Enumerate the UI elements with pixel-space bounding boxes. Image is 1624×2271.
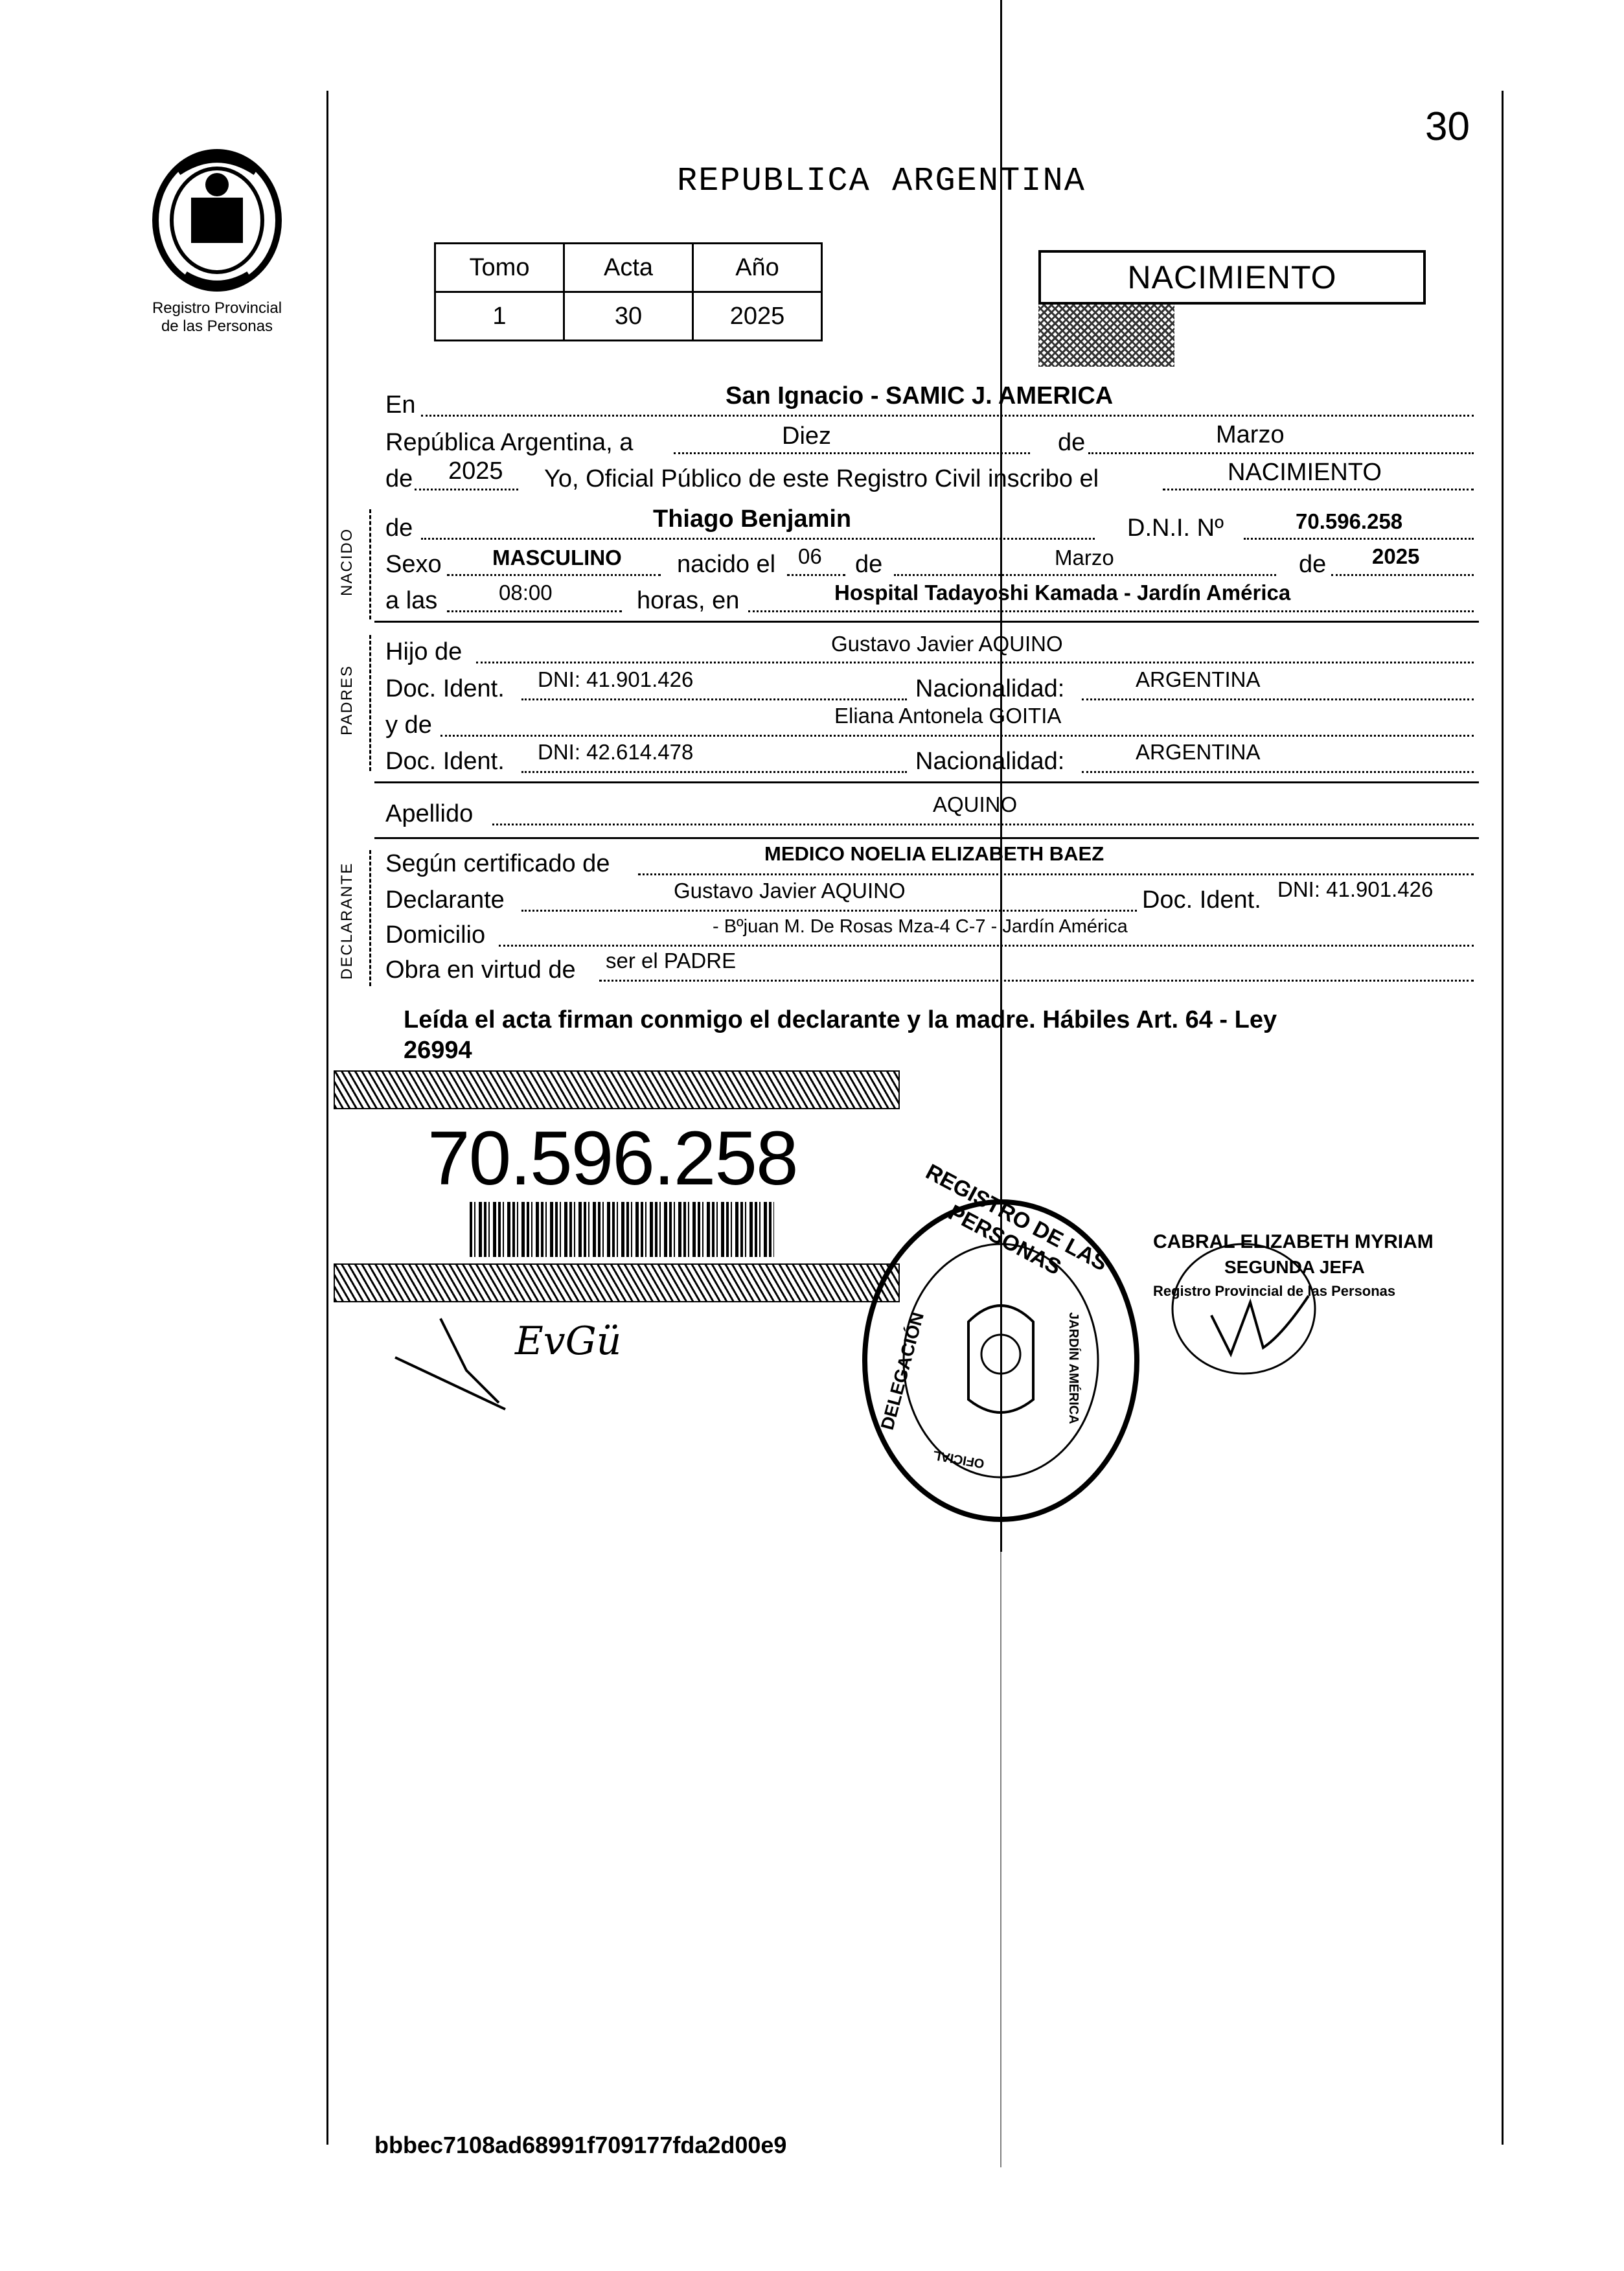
province-logo bbox=[146, 146, 288, 295]
dotted-line bbox=[787, 574, 845, 576]
birth-time: 08:00 bbox=[499, 581, 553, 605]
stamp-right-text: JARDÍN AMÉRICA bbox=[1066, 1312, 1081, 1424]
table-cell: 2025 bbox=[693, 292, 822, 341]
year-value: 2025 bbox=[448, 457, 503, 485]
obra-label: Obra en virtud de bbox=[385, 956, 576, 984]
dotted-line bbox=[521, 910, 1137, 912]
child-dni: 70.596.258 bbox=[1296, 509, 1403, 533]
apellido-value: AQUINO bbox=[933, 792, 1018, 816]
nacionalidad-label: Nacionalidad: bbox=[915, 675, 1065, 702]
dotted-line bbox=[894, 574, 1276, 576]
birth-year: 2025 bbox=[1372, 544, 1420, 568]
dni-label: D.N.I. Nº bbox=[1127, 514, 1224, 542]
sexo-value: MASCULINO bbox=[492, 546, 622, 570]
section-divider bbox=[374, 837, 1479, 839]
mother-signature: EvGü bbox=[515, 1319, 622, 1364]
stamp-bottom-text: OFICIAL bbox=[932, 1447, 986, 1471]
closing-line-2: 26994 bbox=[404, 1037, 472, 1064]
security-pattern bbox=[1038, 305, 1174, 367]
record-type-box: NACIMIENTO bbox=[1038, 250, 1426, 305]
mother-doc: DNI: 42.614.478 bbox=[538, 740, 694, 764]
dotted-line bbox=[521, 698, 907, 700]
section-divider bbox=[374, 621, 1479, 623]
barcode bbox=[470, 1202, 774, 1257]
inscribo-text: Yo, Oficial Público de este Registro Civil inscribo el bbox=[544, 465, 1099, 492]
document-hash: bbbec7108ad68991f709177fda2d00e9 bbox=[374, 2132, 787, 2158]
birth-place: Hospital Tadayoshi Kamada - Jardín América bbox=[834, 581, 1291, 605]
doc-label: Doc. Ident. bbox=[385, 748, 505, 775]
official-stamp bbox=[1153, 1231, 1451, 1393]
table-cell: 30 bbox=[564, 292, 693, 341]
nacionalidad-label: Nacionalidad: bbox=[915, 748, 1065, 775]
horas-label: horas, en bbox=[637, 587, 740, 614]
de-label: de bbox=[1058, 429, 1086, 456]
domicilio-label: Domicilio bbox=[385, 921, 486, 949]
official-title: SEGUNDA JEFA bbox=[1224, 1257, 1365, 1277]
certificado-value: MEDICO NOELIA ELIZABETH BAEZ bbox=[764, 842, 1104, 865]
dotted-line bbox=[440, 735, 1474, 737]
father-name: Gustavo Javier AQUINO bbox=[831, 632, 1063, 656]
birth-month: Marzo bbox=[1055, 546, 1114, 570]
de-label: de bbox=[385, 514, 413, 542]
inscribo-value: NACIMIENTO bbox=[1228, 459, 1382, 486]
dotted-line bbox=[447, 610, 622, 612]
mother-name: Eliana Antonela GOITIA bbox=[834, 704, 1062, 728]
table-header: Año bbox=[693, 244, 822, 292]
dotted-line bbox=[415, 489, 518, 490]
table-cell: 1 bbox=[435, 292, 564, 341]
dotted-line bbox=[1082, 771, 1474, 773]
nacido-section-label: NACIDO bbox=[338, 527, 356, 596]
dotted-line bbox=[1082, 698, 1474, 700]
security-band-top bbox=[334, 1070, 900, 1109]
de-label: de bbox=[385, 465, 413, 492]
republica-label: República Argentina, a bbox=[385, 429, 634, 456]
table-header: Tomo bbox=[435, 244, 564, 292]
dotted-line bbox=[638, 873, 1474, 875]
declarante-value: Gustavo Javier AQUINO bbox=[674, 879, 906, 903]
official-registry: Registro Provincial de las Personas bbox=[1153, 1283, 1396, 1299]
registry-stamp bbox=[855, 1159, 1147, 1529]
month-value: Marzo bbox=[1216, 421, 1285, 448]
reference-table bbox=[434, 242, 823, 341]
section-divider bbox=[374, 781, 1479, 783]
obra-value: ser el PADRE bbox=[606, 949, 737, 973]
dotted-line bbox=[599, 980, 1474, 982]
dotted-line bbox=[447, 574, 661, 576]
page-title: REPUBLICA ARGENTINA bbox=[677, 162, 1086, 200]
section-bracket bbox=[369, 850, 371, 986]
dotted-line bbox=[1331, 574, 1474, 576]
right-margin-line bbox=[1502, 91, 1504, 2145]
mother-nationality: ARGENTINA bbox=[1136, 740, 1261, 764]
doc-label: Doc. Ident. bbox=[1142, 886, 1261, 914]
hijo-label: Hijo de bbox=[385, 638, 463, 665]
declarante-label: Declarante bbox=[385, 886, 505, 914]
dotted-line bbox=[1163, 489, 1474, 490]
official-name: CABRAL ELIZABETH MYRIAM bbox=[1153, 1231, 1434, 1252]
domicilio-value: - Bºjuan M. De Rosas Mza-4 C-7 - Jardín América bbox=[713, 916, 1128, 937]
en-label: En bbox=[385, 391, 416, 419]
dotted-line bbox=[1088, 452, 1474, 454]
dotted-line bbox=[748, 610, 1474, 612]
birth-day: 06 bbox=[798, 544, 822, 568]
registry-label: Registro Provincial de las Personas bbox=[152, 299, 282, 335]
dotted-line bbox=[521, 771, 907, 773]
security-band-bottom bbox=[334, 1263, 900, 1302]
section-bracket bbox=[369, 635, 371, 771]
center-fold-line-lower bbox=[1000, 1552, 1001, 2167]
place-value: San Ignacio - SAMIC J. AMERICA bbox=[726, 382, 1114, 409]
section-bracket bbox=[369, 509, 371, 619]
sexo-label: Sexo bbox=[385, 551, 442, 578]
de-label: de bbox=[855, 551, 883, 578]
dotted-line bbox=[499, 945, 1474, 947]
table-header: Acta bbox=[564, 244, 693, 292]
left-margin-line bbox=[326, 91, 328, 2145]
dotted-line bbox=[1244, 538, 1474, 540]
y-de-label: y de bbox=[385, 711, 432, 739]
barcode-number: 70.596.258 bbox=[428, 1116, 797, 1201]
child-name: Thiago Benjamin bbox=[653, 505, 852, 533]
stamp-left-text: DELEGACIÓN bbox=[876, 1309, 928, 1433]
declarante-section-label: DECLARANTE bbox=[338, 862, 356, 980]
day-value: Diez bbox=[782, 422, 832, 450]
de-label: de bbox=[1299, 551, 1327, 578]
apellido-label: Apellido bbox=[385, 800, 474, 827]
padres-section-label: PADRES bbox=[338, 665, 356, 735]
dotted-line bbox=[421, 538, 1095, 540]
certificado-label: Según certificado de bbox=[385, 850, 610, 877]
dotted-line bbox=[674, 452, 1030, 454]
declarante-doc: DNI: 41.901.426 bbox=[1277, 877, 1434, 901]
nacido-label: nacido el bbox=[677, 551, 776, 578]
father-doc: DNI: 41.901.426 bbox=[538, 667, 694, 691]
a-las-label: a las bbox=[385, 587, 438, 614]
dotted-line bbox=[476, 662, 1474, 663]
dotted-line bbox=[421, 415, 1474, 417]
stamp-outer-text: REGISTRO DE LAS PERSONAS bbox=[921, 1159, 1112, 1280]
dotted-line bbox=[492, 824, 1474, 825]
closing-line-1: Leída el acta firman conmigo el declarante y la madre. Hábiles Art. 64 - Ley bbox=[404, 1006, 1277, 1033]
father-nationality: ARGENTINA bbox=[1136, 667, 1261, 691]
page-number: 30 bbox=[1425, 104, 1470, 149]
doc-label: Doc. Ident. bbox=[385, 675, 505, 702]
